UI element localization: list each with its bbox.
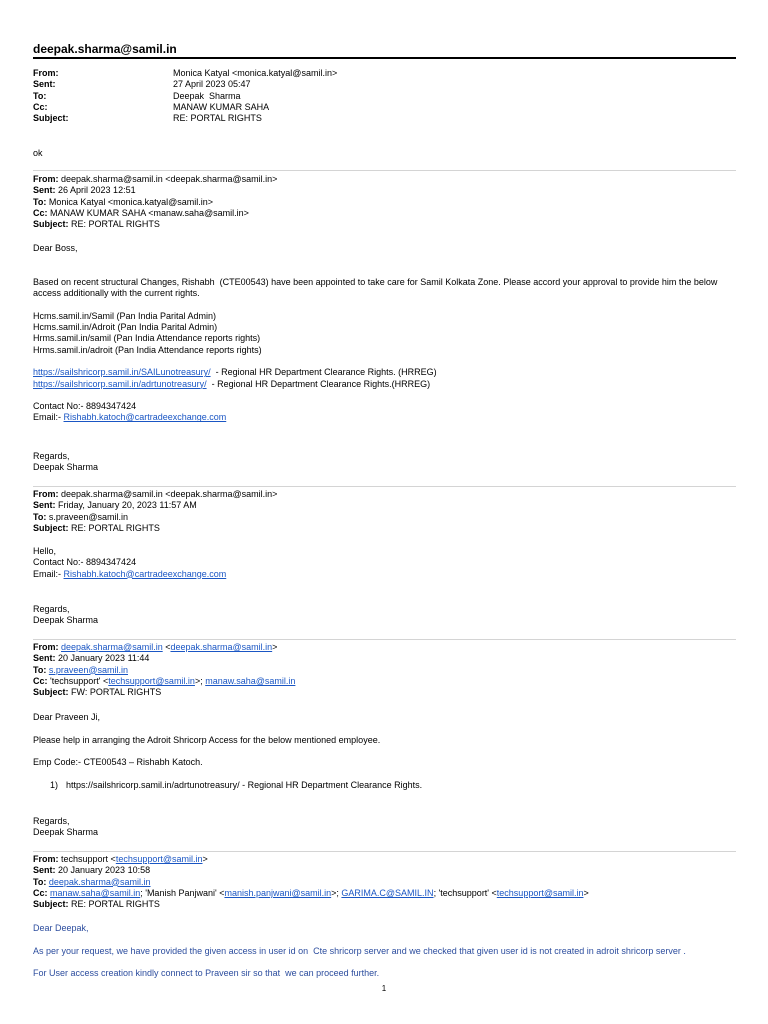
sent-value: 20 January 2023 10:58 xyxy=(58,865,151,876)
contact-number: Contact No:- 8894347424 xyxy=(33,401,137,412)
from-value: deepak.sharma@samil.in <deepak.sharma@samil.in> xyxy=(61,174,278,184)
list-number: 1) xyxy=(50,779,59,790)
from-label: From: xyxy=(33,489,59,499)
email-link[interactable]: Rishabh.katoch@cartradeexchange.com xyxy=(63,412,227,423)
link-sail-treasury[interactable]: https://sailshricorp.samil.in/SAILunotreasury/ xyxy=(33,367,211,378)
cc-label: Cc: xyxy=(33,675,48,686)
cc-text: >; xyxy=(331,887,342,898)
to-label: To: xyxy=(33,90,47,101)
top-email-body xyxy=(33,148,736,159)
signature: Deepak Sharma xyxy=(33,827,99,838)
paragraph: Based on recent structural Changes, Rishabh (CTE00543) have been appointed to take care for Samil Kolkata Zone. Please accord your approval to provide him the below xyxy=(33,276,718,287)
subject-label: Subject: xyxy=(33,899,69,910)
body-text: Please help in arranging the Adroit Shricorp Access for the below mentioned employee. xyxy=(33,734,381,745)
cc-text: ; 'Manish Panjwani' < xyxy=(140,887,225,898)
cc-link[interactable]: manish.panjwani@samil.in xyxy=(224,887,332,898)
subject-value: RE: PORTAL RIGHTS xyxy=(173,113,262,124)
rights-item: Hcms.samil.in/Samil (Pan India Parital Admin) xyxy=(33,310,217,321)
greeting: Dear Boss, xyxy=(33,243,78,253)
email-4 xyxy=(33,642,736,698)
mailbox-owner: deepak.sharma@samil.in xyxy=(33,42,177,56)
email-2-body xyxy=(33,243,736,424)
regards: Regards, xyxy=(33,451,70,461)
separator xyxy=(33,851,736,852)
to-label: To: xyxy=(33,196,47,207)
sent-label: Sent: xyxy=(33,185,56,196)
email-3-body xyxy=(33,546,736,580)
cc-text: ; 'techsupport' < xyxy=(433,887,497,898)
link-description: - Regional HR Department Clearance Rights.(HRREG) xyxy=(206,378,431,389)
cc-label: Cc: xyxy=(33,887,48,898)
email-link[interactable]: Rishabh.katoch@cartradeexchange.com xyxy=(63,568,227,579)
sent-value: 27 April 2023 05:47 xyxy=(173,79,251,90)
header-rule xyxy=(33,57,736,59)
from-text: > xyxy=(202,854,208,864)
separator xyxy=(33,170,736,171)
from-text: < xyxy=(162,642,171,652)
top-email-header xyxy=(33,68,736,124)
email-5 xyxy=(33,854,736,910)
greeting: Dear Deepak, xyxy=(33,923,89,933)
from-label: From: xyxy=(33,642,59,652)
separator xyxy=(33,486,736,487)
from-link[interactable]: deepak.sharma@samil.in xyxy=(61,642,163,652)
to-link[interactable]: deepak.sharma@samil.in xyxy=(48,876,151,887)
cc-link[interactable]: GARIMA.C@SAMIL.IN xyxy=(341,887,434,898)
sent-label: Sent: xyxy=(33,653,56,664)
greeting: Dear Praveen Ji, xyxy=(33,712,101,722)
regards: Regards, xyxy=(33,604,70,614)
email-label: Email:- xyxy=(33,412,64,423)
sent-label: Sent: xyxy=(33,500,56,511)
from-label: From: xyxy=(33,174,59,184)
subject-label: Subject: xyxy=(33,219,69,230)
from-link[interactable]: techsupport@samil.in xyxy=(115,854,203,864)
from-text: techsupport < xyxy=(61,854,116,864)
to-link[interactable]: s.praveen@samil.in xyxy=(48,664,129,675)
cc-value: MANAW KUMAR SAHA xyxy=(173,101,270,112)
subject-label: Subject: xyxy=(33,687,69,698)
email-label: Email:- xyxy=(33,568,64,579)
subject-value: RE: PORTAL RIGHTS xyxy=(71,219,160,230)
link-description: - Regional HR Department Clearance Rights. (HRREG) xyxy=(210,367,437,378)
body-text: ok xyxy=(33,148,43,158)
link-adroit-treasury[interactable]: https://sailshricorp.samil.in/adrtunotreasury/ xyxy=(33,378,207,389)
sent-label: Sent: xyxy=(33,79,56,90)
sent-label: Sent: xyxy=(33,865,56,876)
to-value: Monica Katyal <monica.katyal@samil.in> xyxy=(48,196,214,207)
from-link[interactable]: deepak.sharma@samil.in xyxy=(170,642,273,652)
rights-item: Hrms.samil.in/adroit (Pan India Attendance reports rights) xyxy=(33,344,262,355)
sent-value: Friday, January 20, 2023 11:57 AM xyxy=(58,500,197,511)
to-value: Deepak Sharma xyxy=(173,90,241,101)
signature: Deepak Sharma xyxy=(33,462,99,473)
subject-label: Subject: xyxy=(33,113,69,124)
to-label: To: xyxy=(33,511,47,522)
from-label: From: xyxy=(33,854,59,864)
from-value: deepak.sharma@samil.in <deepak.sharma@samil.in> xyxy=(61,489,278,499)
cc-value: MANAW KUMAR SAHA <manaw.saha@samil.in> xyxy=(50,207,249,218)
subject-value: FW: PORTAL RIGHTS xyxy=(71,687,162,698)
email-2 xyxy=(33,174,736,230)
paragraph: For User access creation kindly connect to Praveen sir so that we can proceed further. xyxy=(33,968,380,979)
paragraph: As per your request, we have provided the given access in user id on Cte shricorp server and we checked that given user id is not created in adroit shricorp server . xyxy=(33,945,686,956)
to-label: To: xyxy=(33,876,47,887)
regards: Regards, xyxy=(33,816,70,826)
from-label: From: xyxy=(33,68,59,78)
cc-text: 'techsupport' < xyxy=(50,675,109,686)
rights-item: Hcms.samil.in/Adroit (Pan India Parital Admin) xyxy=(33,322,218,333)
sent-value: 26 April 2023 12:51 xyxy=(58,185,136,196)
email-2-signature xyxy=(33,451,736,474)
cc-link[interactable]: techsupport@samil.in xyxy=(108,675,195,686)
sent-value: 20 January 2023 11:44 xyxy=(58,653,150,664)
from-text: > xyxy=(272,642,278,652)
to-label: To: xyxy=(33,664,47,675)
email-4-signature xyxy=(33,816,736,839)
subject-value: RE: PORTAL RIGHTS xyxy=(71,899,160,910)
separator xyxy=(33,639,736,640)
email-3-signature xyxy=(33,604,736,627)
list-item: https://sailshricorp.samil.in/adrtunotreasury/ - Regional HR Department Clearance Rights. xyxy=(66,779,423,790)
email-4-body xyxy=(33,712,736,791)
contact-number: Contact No:- 8894347424 xyxy=(33,557,137,568)
subject-label: Subject: xyxy=(33,522,69,533)
cc-label: Cc: xyxy=(33,101,48,112)
subject-value: RE: PORTAL RIGHTS xyxy=(71,522,160,533)
cc-label: Cc: xyxy=(33,207,48,218)
cc-text: > xyxy=(583,887,589,898)
cc-text: >; xyxy=(194,675,206,686)
greeting: Hello, xyxy=(33,546,57,556)
from-value: Monica Katyal <monica.katyal@samil.in> xyxy=(173,68,338,78)
cc-link[interactable]: manaw.saha@samil.in xyxy=(50,887,141,898)
signature: Deepak Sharma xyxy=(33,615,99,626)
cc-link[interactable]: manaw.saha@samil.in xyxy=(205,675,296,686)
rights-item: Hrms.samil.in/samil (Pan India Attendance reports rights) xyxy=(33,333,261,344)
email-5-body xyxy=(33,923,736,979)
email-3 xyxy=(33,489,736,534)
cc-link[interactable]: techsupport@samil.in xyxy=(496,887,584,898)
paragraph-continued: access additionally with the current rights. xyxy=(33,288,200,299)
to-value: s.praveen@samil.in xyxy=(48,511,129,522)
emp-code: Emp Code:- CTE00543 – Rishabh Katoch. xyxy=(33,757,203,768)
page-number: 1 xyxy=(381,984,387,993)
